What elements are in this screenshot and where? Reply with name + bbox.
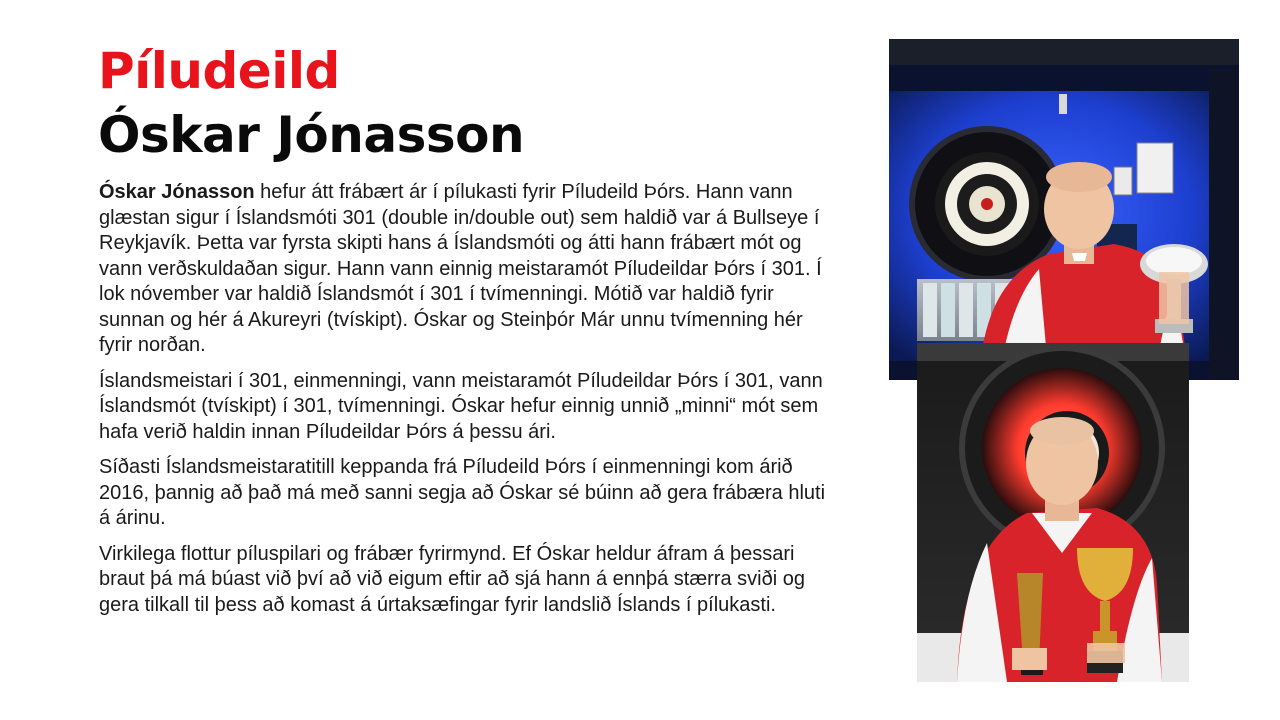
paragraph-1-text: hefur átt frábært ár í pílukasti fyrir Píludeild Þórs. Hann vann glæstan sigur í Íslandsmóti 301 (double in/double out) sem haldið var á Bullseye í Reykjavík. Þetta var fyrsta skipti hans á Íslandsmóti og átti hann frábært mót og vann verðskuldaðan sigur. Hann vann einnig meistaramót Píludeildar Þórs í 301. Í lok nóvember var haldið Íslandsmót í 301 í tvímenningi. Mótið var haldið fyrir sunnan og hér á Akureyri (tvískipt). Óskar og Steinþór Már unnu tvímenning hér fyrir norðan. [99, 181, 822, 356]
photo-player-trophies-red [917, 343, 1189, 682]
photo-bottom-illustration [917, 343, 1189, 682]
paragraph-3: Síðasti Íslandsmeistaratitill keppanda frá Píludeild Þórs í einmenningi kom árið 2016, þannig að það má með sanni segja að Óskar sé búinn að gera frábæra hluti á árinu. [99, 456, 826, 529]
player-name-title: Óskar Jónasson [98, 106, 525, 164]
lead-name: Óskar Jónasson [99, 181, 255, 203]
paragraph-4: Virkilega flottur píluspilari og frábær fyrirmynd. Ef Óskar heldur áfram á þessari braut þá má búast við því að við eigum eftir að sjá hann á ennþá stærra sviði og gera tilkall til þess að komast á úrtaksæfingar fyrir landslið Íslands í pílukasti. [99, 542, 805, 616]
department-title: Píludeild [98, 42, 340, 100]
photo-player-trophy-blue [889, 39, 1239, 380]
paragraph-2: Íslandsmeistari í 301, einmenningi, vann meistaramót Píludeildar Þórs í 301, vann Íslandsmót (tvískipt) í 301, tvímenningi. Óskar hefur einnig unnið „minni“ mót sem hafa verið haldin innan Píludeildar Þórs á þessu ári. [99, 369, 823, 443]
article-body [99, 180, 827, 628]
paragraph-1 [99, 180, 827, 359]
photo-top-illustration [889, 39, 1239, 380]
